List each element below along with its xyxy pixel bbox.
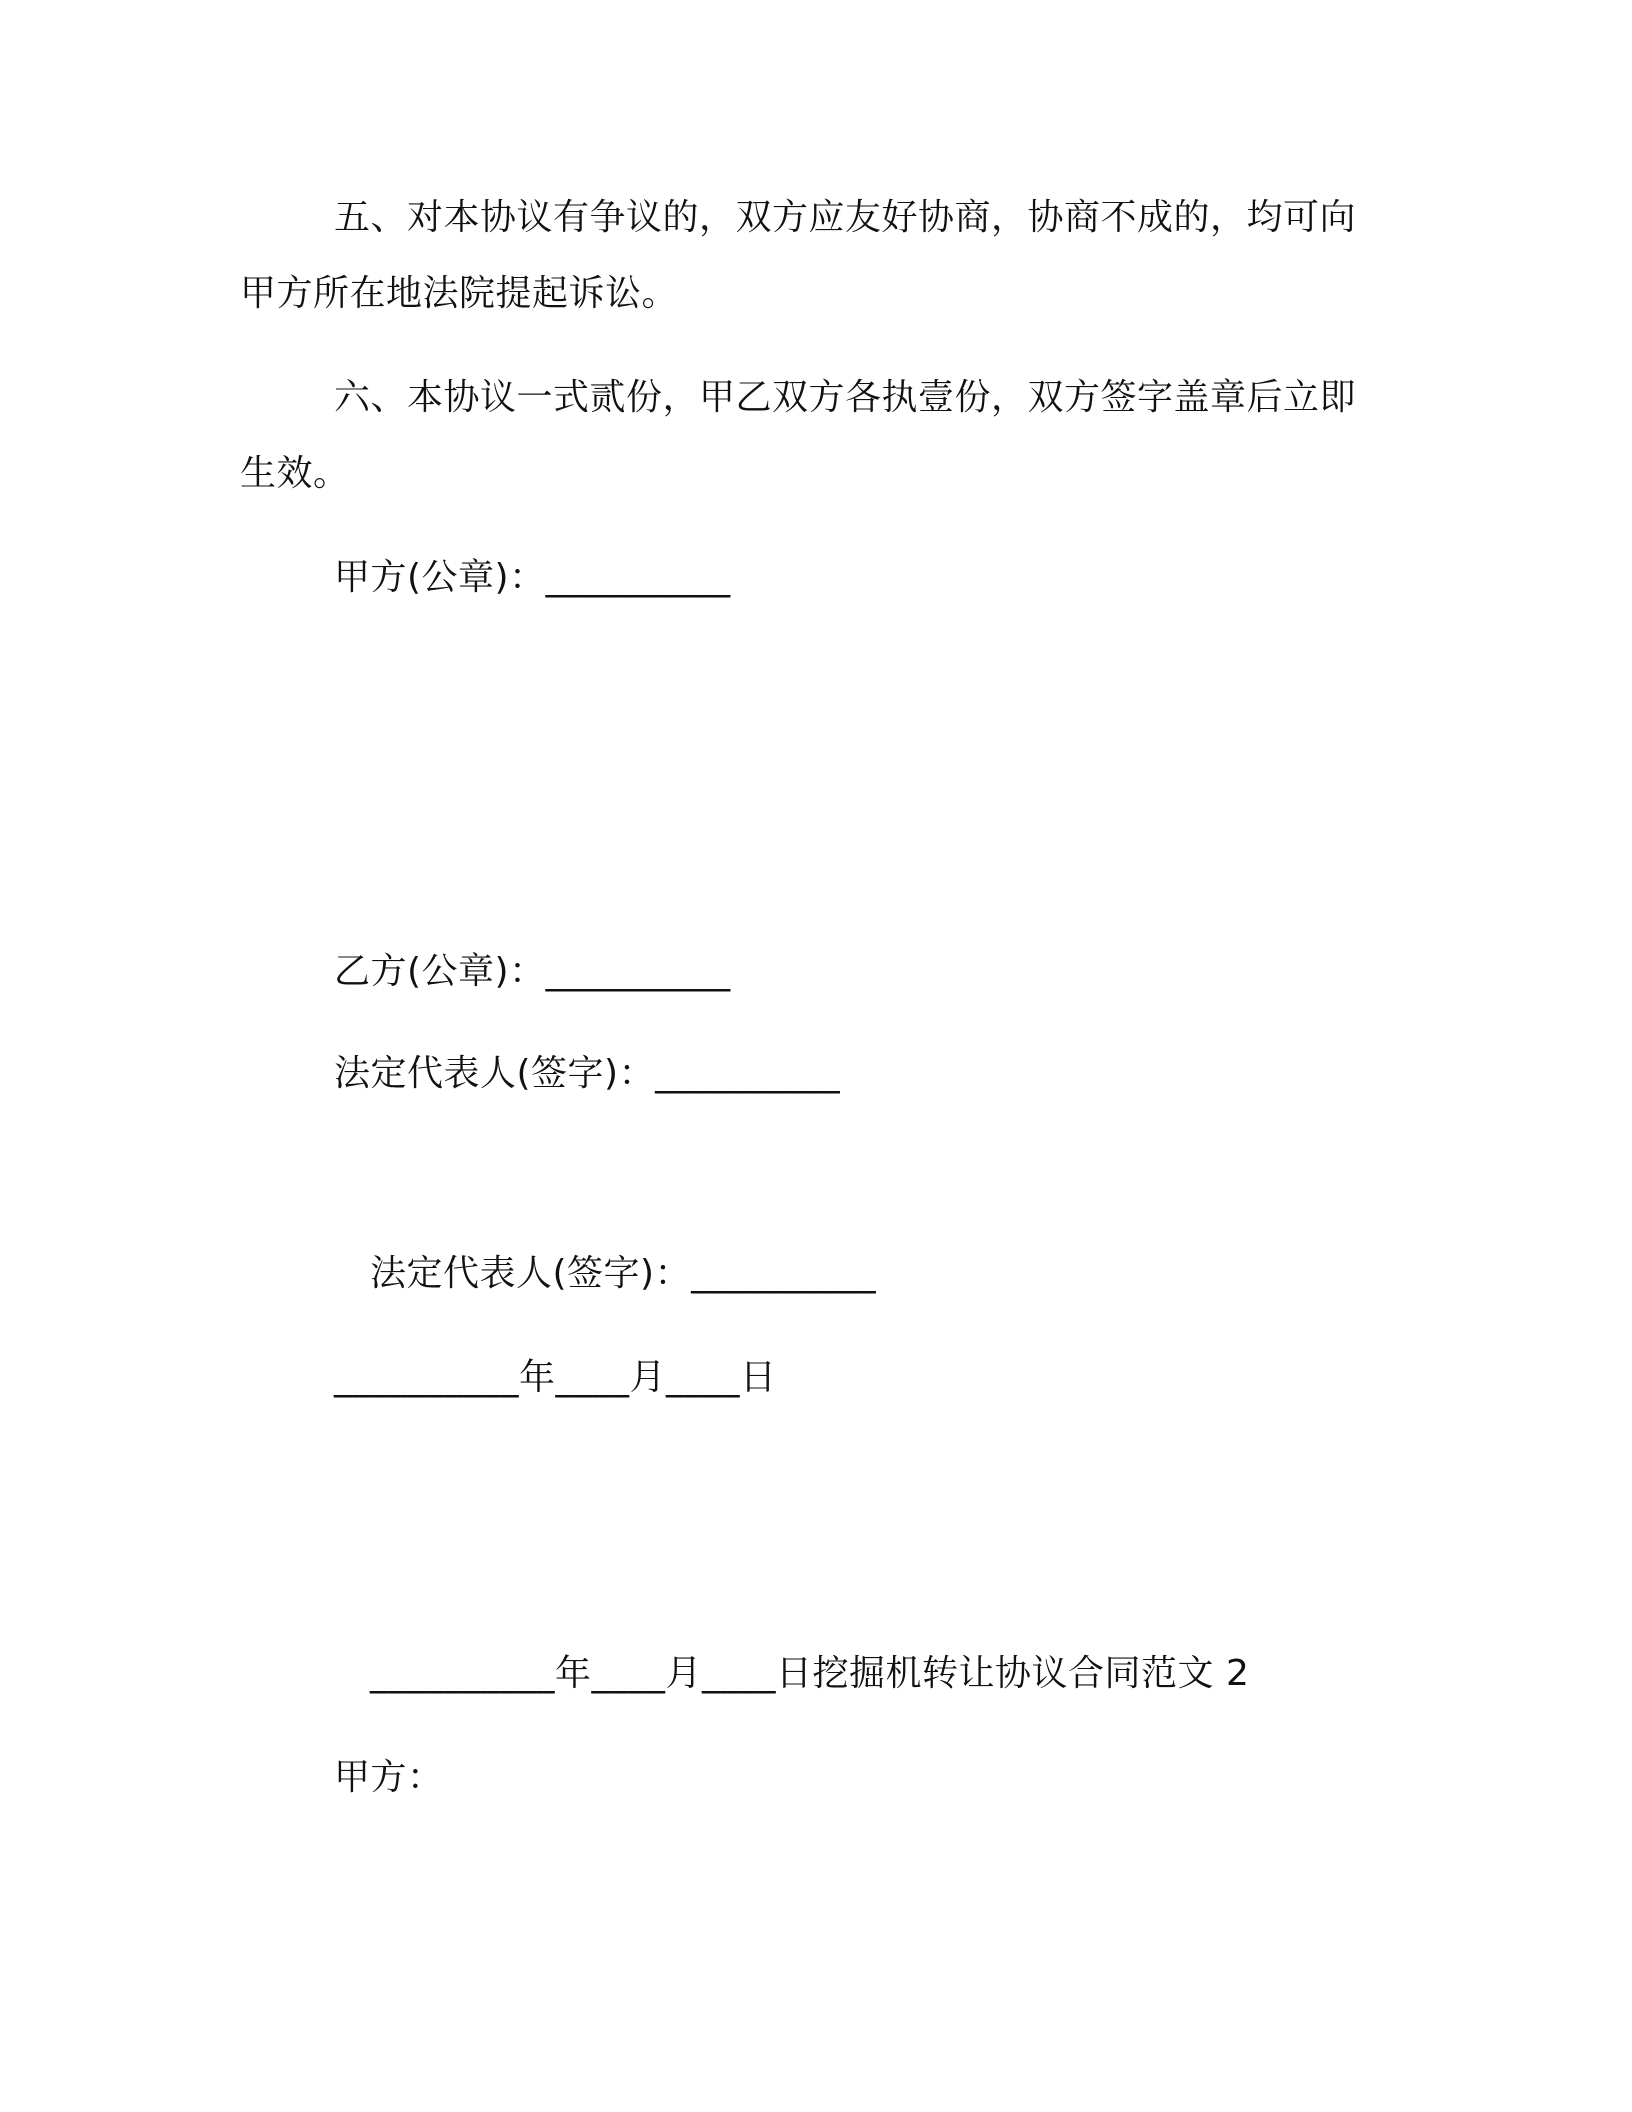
clause-6-line-2: 生效。 — [240, 453, 350, 494]
party-a-seal-line: 甲方(公章)：__________ — [334, 557, 731, 598]
next-contract-title: __________年____月____日挖掘机转让协议合同范文 2 — [370, 1653, 1250, 1694]
date-line: __________年____月____日 — [334, 1357, 777, 1398]
clause-5-line-2: 甲方所在地法院提起诉讼。 — [240, 273, 679, 314]
next-contract-party-a: 甲方： — [334, 1757, 444, 1798]
legal-representative-line-1: 法定代表人(签字)：__________ — [334, 1053, 841, 1094]
party-b-seal-line: 乙方(公章)：__________ — [334, 951, 731, 992]
clause-5-line-1: 五、对本协议有争议的，双方应友好协商，协商不成的，均可向 — [334, 197, 1357, 238]
legal-representative-line-2: 法定代表人(签字)：__________ — [370, 1253, 877, 1294]
clause-6-line-1: 六、本协议一式贰份，甲乙双方各执壹份，双方签字盖章后立即 — [334, 377, 1357, 418]
